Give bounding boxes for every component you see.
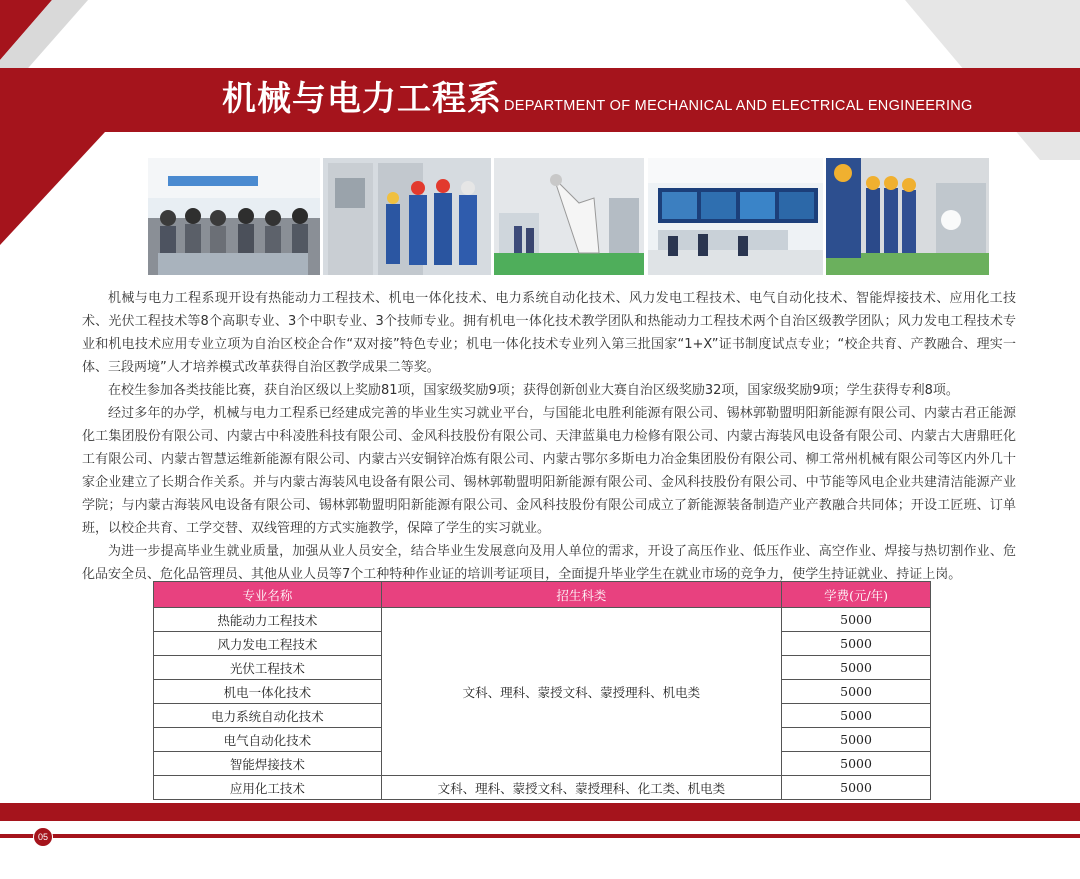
page-title: 机械与电力工程系	[222, 79, 502, 119]
major-name: 应用化工技术	[154, 776, 382, 800]
control-room-photo	[648, 158, 823, 275]
table-row	[154, 776, 931, 800]
department-description	[82, 287, 1016, 586]
table-row	[154, 608, 931, 632]
tuition-fee: 5000	[782, 656, 931, 680]
tuition-fee: 5000	[782, 608, 931, 632]
tuition-fee: 5000	[782, 776, 931, 800]
major-name: 电气自动化技术	[154, 728, 382, 752]
certification-paragraph: 为进一步提高毕业生就业质量，加强从业人员安全，结合毕业生发展意向及用人单位的需求，开设了高压作业、低压作业、高空作业、焊接与热切割作业、危化品安全员、危化品管理员、其他从业人员等7个工种特种作业证的培训考证项目，全面提升毕业学生在就业市场的竞争力，使学生持证就业、持证上岗。	[82, 544, 1016, 582]
welding-training-photo	[826, 158, 989, 275]
enrollment-category: 文科、理科、蒙授文科、蒙授理科、机电类	[381, 608, 781, 776]
cooperation-paragraph: 经过多年的办学，机械与电力工程系已经建成完善的毕业生实习就业平台，与国能北电胜利能源有限公司、锡林郭勒盟明阳新能源有限公司、内蒙古君正能源化工集团股份有限公司、内蒙古中科凌胜科技有限公司、金风科技股份有限公司、天津蓝巢电力检修有限公司、内蒙古海装风电设备有限公司、内蒙古大唐鼎旺化工有限公司、内蒙古智慧运维新能源有限公司、内蒙古兴安铜锌冶炼有限公司、内蒙古鄂尔多斯电力冶金集团股份有限公司、柳工常州机械有限公司等区内外几十家企业建立了长期合作关系。并与内蒙古海装风电设备有限公司、锡林郭勒盟明阳新能源有限公司、金风科技股份有限公司、中节能等风电企业共建清洁能源产业学院；与内蒙古海装风电设备有限公司、锡林郭勒盟明阳新能源有限公司、金风科技股份有限公司成立了新能源装备制造产业产教融合共同体；开设工匠班、订单班，以校企共育、工学交替、双线管理的方式实施教学，保障了学生的实习就业。	[82, 406, 1016, 536]
major-name: 光伏工程技术	[154, 656, 382, 680]
majors-table	[153, 581, 931, 800]
column-header-major: 专业名称	[154, 582, 382, 608]
awards-paragraph: 在校生参加各类技能比赛，获自治区级以上奖励81项，国家级奖励9项；获得创新创业大赛自治区级奖励32项，国家级奖励9项；学生获得专利8项。	[108, 383, 959, 398]
tuition-fee: 5000	[782, 632, 931, 656]
tuition-fee: 5000	[782, 680, 931, 704]
page-number: 05	[33, 827, 53, 847]
footer-band	[0, 803, 1080, 821]
tuition-fee: 5000	[782, 752, 931, 776]
footer-line	[0, 834, 1080, 838]
intro-paragraph: 机械与电力工程系现开设有热能动力工程技术、机电一体化技术、电力系统自动化技术、风力发电工程技术、电气自动化技术、智能焊接技术、应用化工技术、光伏工程技术等8个高职专业、3个中职专业、3个技师专业。拥有机电一体化技术教学团队和热能动力工程技术两个自治区级教学团队；风力发电工程技术专业和机电技术应用专业立项为自治区校企合作“双对接”特色专业；机电一体化技术专业列入第三批国家“1+X”证书制度试点专业；“校企共育、产教融合、理实一体、三段两境”人才培养模式改革获得自治区教学成果二等奖。	[82, 291, 1016, 375]
major-name: 风力发电工程技术	[154, 632, 382, 656]
electrical-cabinet-photo	[323, 158, 491, 275]
major-name: 智能焊接技术	[154, 752, 382, 776]
tuition-fee: 5000	[782, 704, 931, 728]
photo-strip	[148, 158, 989, 275]
robot-arm-lab-photo	[494, 158, 644, 275]
major-name: 机电一体化技术	[154, 680, 382, 704]
table-header-row	[154, 582, 931, 608]
major-name: 热能动力工程技术	[154, 608, 382, 632]
enrollment-category: 文科、理科、蒙授文科、蒙授理科、化工类、机电类	[381, 776, 781, 800]
column-header-fee: 学费(元/年)	[782, 582, 931, 608]
column-header-category: 招生科类	[381, 582, 781, 608]
training-lab-photo	[148, 158, 320, 275]
major-name: 电力系统自动化技术	[154, 704, 382, 728]
page-subtitle: DEPARTMENT OF MECHANICAL AND ELECTRICAL ENGINEERING	[504, 98, 973, 114]
tuition-fee: 5000	[782, 728, 931, 752]
